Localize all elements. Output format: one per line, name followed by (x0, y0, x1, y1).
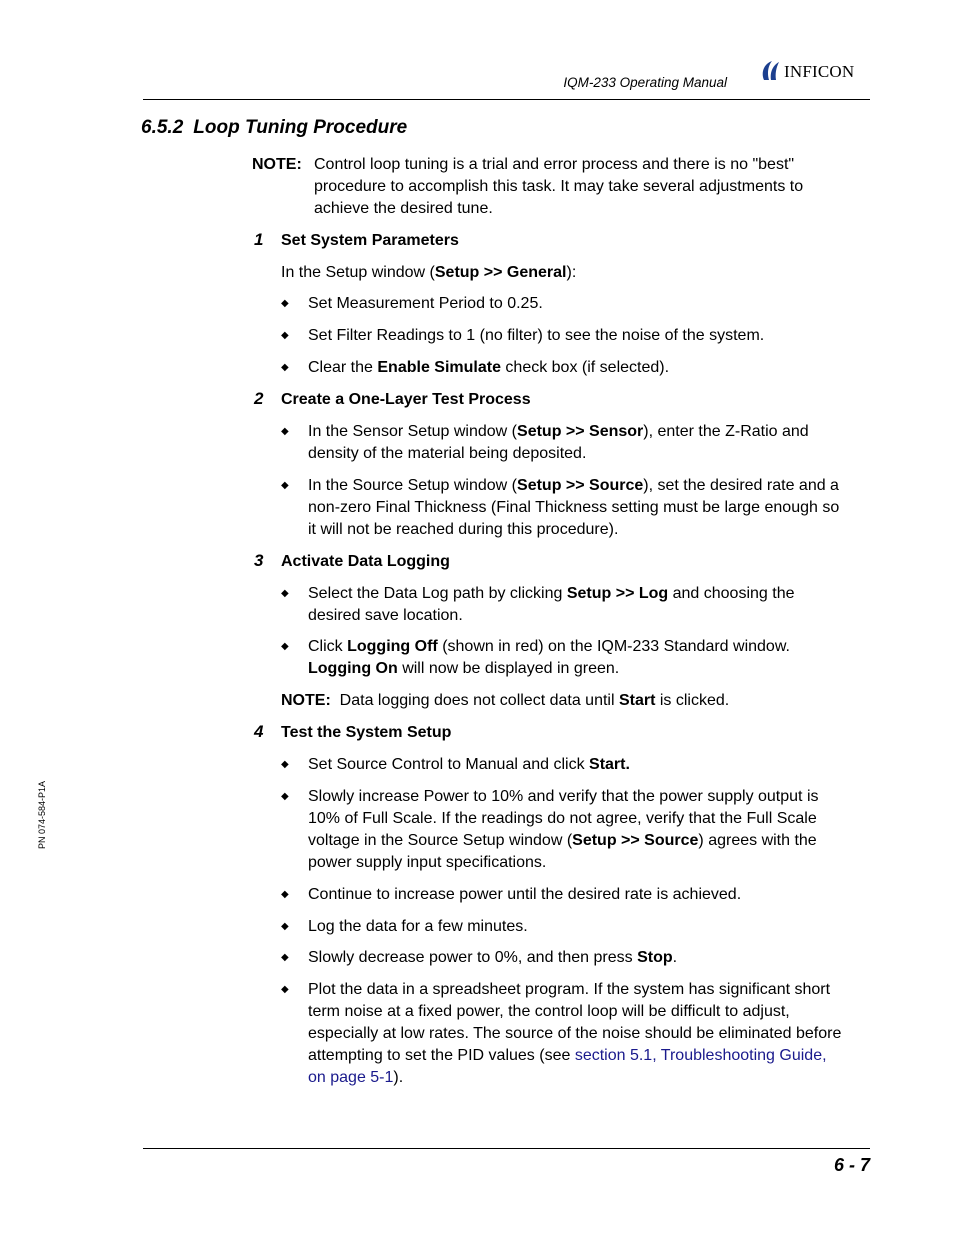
step-2-bullet-2: In the Source Setup window (Setup >> Source), set the desired rate and a non-zero Final Thickness (Final Thickness setting must be large enough so it will not be reached during this procedure). (308, 477, 840, 538)
step-3-title: Activate Data Logging (281, 553, 450, 570)
brand-name: INFICON (784, 62, 855, 81)
step-2-title: Create a One-Layer Test Process (281, 391, 531, 408)
header-rule (143, 99, 870, 100)
step-2-bullet-1: In the Sensor Setup window (Setup >> Sensor), enter the Z-Ratio and density of the material being deposited. (308, 423, 809, 462)
note-line-2: procedure to accomplish this task. It may take several adjustments to (314, 178, 804, 195)
step-1-bullet-1: Set Measurement Period to 0.25. (308, 295, 543, 312)
note-line-3: achieve the desired tune. (314, 200, 493, 217)
step-2-number: 2 (254, 389, 264, 408)
bullet-icon: ◆ (281, 791, 289, 802)
step-1-bullet-2: Set Filter Readings to 1 (no filter) to see the noise of the system. (308, 327, 765, 344)
part-number-label: PN 074-584-P1A (37, 780, 47, 849)
bullet-icon: ◆ (281, 952, 289, 963)
footer-rule (143, 1148, 870, 1149)
bullet-icon: ◆ (281, 426, 289, 437)
step-4-title: Test the System Setup (281, 724, 452, 741)
troubleshooting-guide-link[interactable]: section 5.1, Troubleshooting Guide, (574, 1047, 827, 1064)
step-1-intro: In the Setup window (Setup >> General): (281, 264, 577, 281)
note-line-1: Control loop tuning is a trial and error process and there is no "best" (314, 156, 795, 173)
bullet-icon: ◆ (281, 330, 289, 341)
bullet-icon: ◆ (281, 480, 289, 491)
step-1-bullet-3: Clear the Enable Simulate check box (if selected). (308, 359, 670, 376)
page-number: 6 - 7 (833, 1155, 870, 1175)
step-4-bullet-4: Log the data for a few minutes. (308, 918, 528, 935)
bullet-icon: ◆ (281, 298, 289, 309)
step-4-number: 4 (254, 722, 264, 741)
section-heading (141, 117, 407, 139)
step-4-bullet-1: Set Source Control to Manual and click Start. (308, 756, 630, 773)
step-3-bullet-1: Select the Data Log path by clicking Setup >> Log and choosing the desired save location. (308, 585, 795, 624)
section-title: Loop Tuning Procedure (193, 117, 408, 138)
manual-title: IQM-233 Operating Manual (563, 75, 727, 90)
step-4-bullet-2: Slowly increase Power to 10% and verify that the power supply output is 10% of Full Scale. If the readings do not agree, verify that the Full Scale voltage in the Source Setup window (Setup >> Source) agrees with the power supply input specifications. (308, 788, 819, 871)
bullet-icon: ◆ (281, 759, 289, 770)
bullet-icon: ◆ (281, 362, 289, 373)
bullet-icon: ◆ (281, 921, 289, 932)
bullet-icon: ◆ (281, 984, 289, 995)
bullet-icon: ◆ (281, 641, 289, 652)
step-3-note: NOTE: Data logging does not collect data until Start is clicked. (281, 692, 730, 709)
inficon-logo-icon (760, 58, 782, 84)
note-label: NOTE: (252, 156, 302, 173)
step-3-number: 3 (254, 551, 264, 570)
step-4-bullet-5: Slowly decrease power to 0%, and then press Stop. (308, 949, 678, 966)
step-3-bullet-2: Click Logging Off (shown in red) on the IQM-233 Standard window. Logging On will now be displayed in green. (308, 638, 790, 677)
section-number: 6.5.2 (141, 117, 184, 138)
bullet-icon: ◆ (281, 588, 289, 599)
inficon-logo (760, 58, 872, 84)
bullet-icon: ◆ (281, 889, 289, 900)
step-4-bullet-3: Continue to increase power until the desired rate is achieved. (308, 886, 742, 903)
page-5-1-link[interactable]: on page 5-1 (308, 1069, 394, 1086)
step-1-title: Set System Parameters (281, 232, 459, 249)
step-4-bullet-6: Plot the data in a spreadsheet program. If the system has significant short term noise at a fixed power, the control loop will be difficult to adjust, especially at low rates. The source of the noise should be eliminated before attempting to set the PID values (see section 5.1, Troubleshooting Guide, on page 5-1). (308, 981, 842, 1086)
step-1-number: 1 (254, 230, 264, 249)
